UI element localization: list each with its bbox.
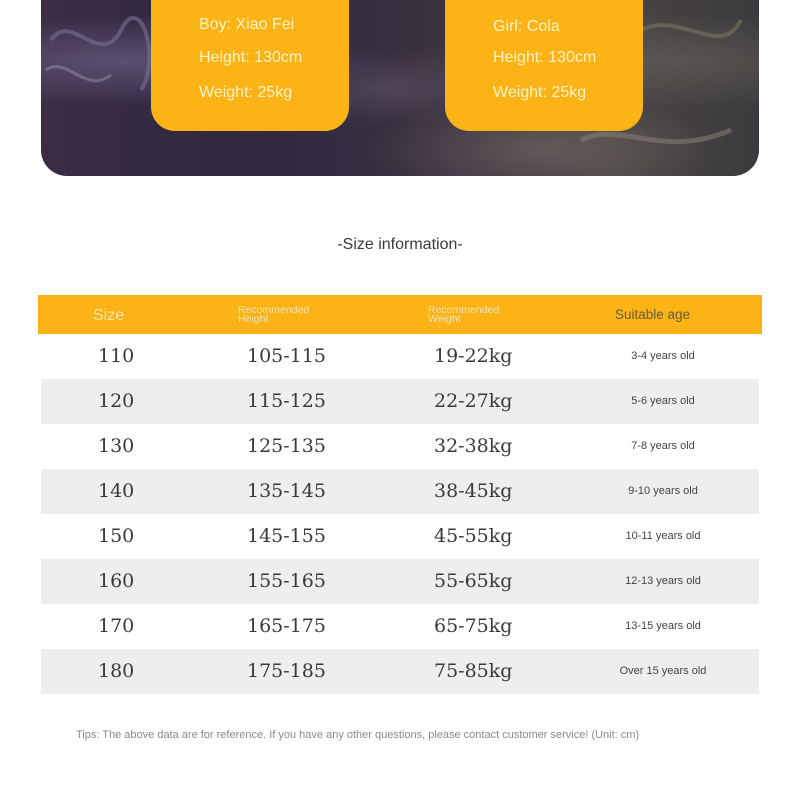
- age-cell: Over 15 years old: [619, 665, 707, 677]
- table-row: [41, 559, 759, 604]
- age-cell: 7-8 years old: [631, 440, 695, 452]
- size-cell: 110: [98, 345, 135, 367]
- header-recommended-height-line1: Recommended: [238, 304, 310, 316]
- size-cell: 130: [98, 435, 135, 457]
- height-cell: 105-115: [247, 345, 326, 367]
- boy-weight: Weight: 25kg: [199, 84, 293, 101]
- height-cell: 135-145: [247, 480, 326, 502]
- age-cell: 3-4 years old: [631, 350, 695, 362]
- boy-name: Boy: Xiao Fei: [199, 16, 295, 33]
- height-cell: 175-185: [247, 660, 326, 682]
- table-row: [38, 334, 762, 379]
- table-row: [41, 379, 759, 424]
- girl-height: Height: 130cm: [493, 49, 597, 66]
- table-row: [38, 424, 762, 469]
- weight-cell: 45-55kg: [434, 525, 513, 547]
- table-row: [38, 604, 762, 649]
- tips-note: Tips: The above data are for reference. If you have any other questions, please contact customer service! (Unit: cm): [76, 729, 640, 741]
- header-size: Size: [93, 307, 125, 324]
- age-cell: 9-10 years old: [628, 485, 698, 497]
- table-row: [38, 514, 762, 559]
- graffiti-wall-image: [41, 0, 759, 176]
- age-cell: 13-15 years old: [625, 620, 701, 632]
- size-cell: 160: [98, 570, 135, 592]
- age-cell: 5-6 years old: [631, 395, 695, 407]
- size-table-header: [38, 295, 762, 334]
- size-cell: 170: [98, 615, 135, 637]
- girl-weight: Weight: 25kg: [493, 84, 587, 101]
- height-cell: 155-165: [247, 570, 326, 592]
- model-photo-banner: [41, 0, 759, 176]
- weight-cell: 65-75kg: [434, 615, 513, 637]
- weight-cell: 32-38kg: [434, 435, 513, 457]
- weight-cell: 55-65kg: [434, 570, 513, 592]
- size-information-title: -Size information-: [337, 236, 463, 253]
- header-recommended-weight-line1: Recommended: [428, 304, 500, 316]
- size-table: [38, 295, 762, 694]
- height-cell: 125-135: [247, 435, 326, 457]
- weight-cell: 38-45kg: [434, 480, 513, 502]
- height-cell: 145-155: [247, 525, 326, 547]
- header-recommended-height: [238, 306, 309, 324]
- size-cell: 120: [98, 390, 135, 412]
- header-recommended-weight: [428, 306, 499, 324]
- weight-cell: 75-85kg: [434, 660, 513, 682]
- girl-model-card: [445, 0, 643, 131]
- size-cell: 140: [98, 480, 135, 502]
- header-suitable-age: Suitable age: [615, 307, 691, 322]
- age-cell: 12-13 years old: [625, 575, 701, 587]
- header-recommended-weight-line2: Weight: [428, 313, 461, 325]
- boy-model-card: [151, 0, 349, 131]
- header-recommended-height-line2: Height: [238, 313, 269, 325]
- age-cell: 10-11 years old: [625, 530, 701, 542]
- boy-height: Height: 130cm: [199, 49, 303, 66]
- table-row: [41, 469, 759, 514]
- height-cell: 165-175: [247, 615, 326, 637]
- weight-cell: 22-27kg: [434, 390, 513, 412]
- weight-cell: 19-22kg: [434, 345, 513, 367]
- table-row: [41, 649, 759, 694]
- height-cell: 115-125: [247, 390, 326, 412]
- size-cell: 180: [98, 660, 135, 682]
- girl-name: Girl: Cola: [493, 18, 560, 35]
- size-cell: 150: [98, 525, 135, 547]
